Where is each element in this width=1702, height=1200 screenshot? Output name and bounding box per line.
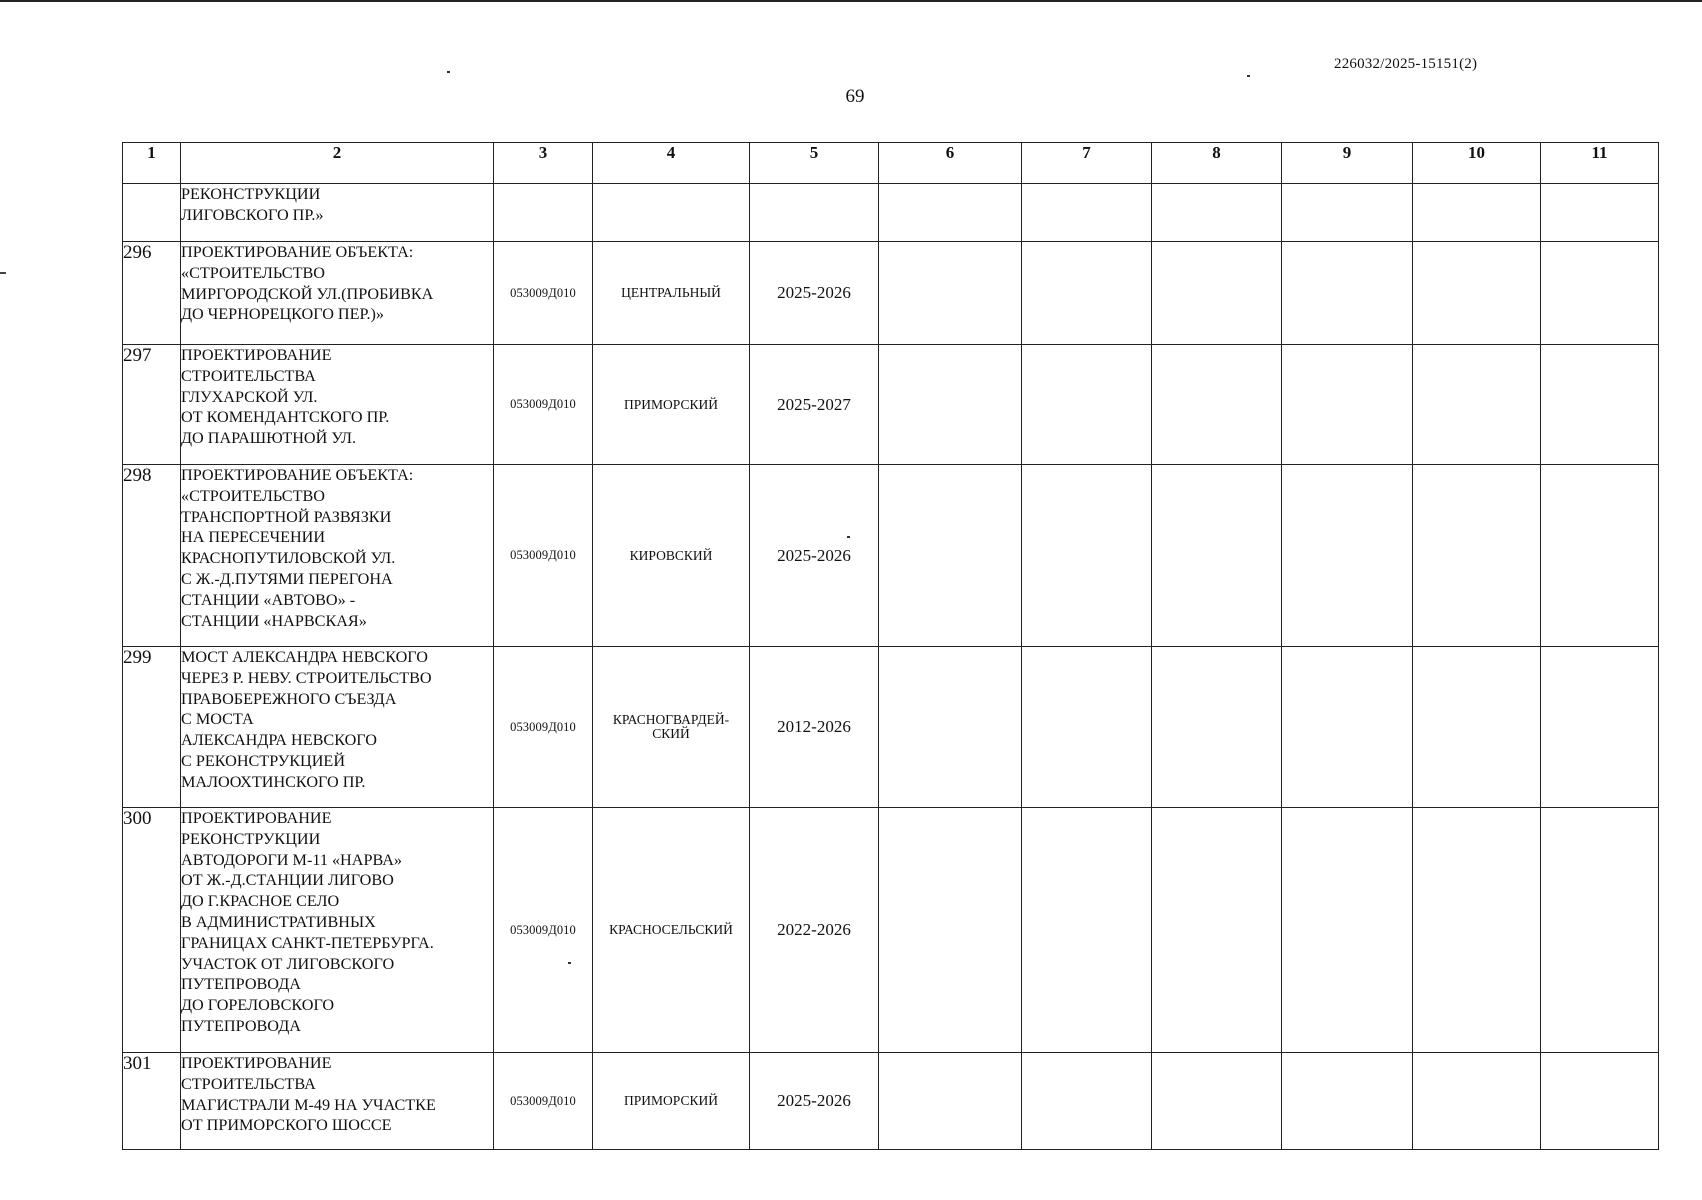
- cell-empty: [750, 184, 879, 242]
- cell-empty: [1022, 465, 1152, 647]
- page-top-edge: [0, 0, 1702, 2]
- cell-years: 2025-2026: [750, 465, 879, 647]
- cell-empty: [1022, 647, 1152, 808]
- cell-empty: [1152, 808, 1282, 1053]
- projects-table: [122, 142, 1659, 1150]
- cell-budget-code: 053009Д010: [494, 242, 593, 345]
- cell-budget-code: 053009Д010: [494, 647, 593, 808]
- cell-empty: [1152, 1053, 1282, 1150]
- cell-years: 2025-2026: [750, 1053, 879, 1150]
- column-header: 11: [1541, 143, 1659, 184]
- column-header: 3: [494, 143, 593, 184]
- cell-object-name: ПРОЕКТИРОВАНИЕ РЕКОНСТРУКЦИИ АВТОДОРОГИ М-11 «НАРВА» ОТ Ж.-Д.СТАНЦИИ ЛИГОВО ДО Г.КРАСНОЕ СЕЛО В АДМИНИСТРАТИВНЫХ ГРАНИЦАХ САНКТ-ПЕТЕРБУРГА. УЧАСТОК ОТ ЛИГОВСКОГО ПУТЕПРОВОДА ДО ГОРЕЛОВСКОГО ПУТЕПРОВОДА: [181, 808, 494, 1053]
- cell-district: ПРИМОРСКИЙ: [593, 345, 750, 465]
- cell-object-name: ПРОЕКТИРОВАНИЕ ОБЪЕКТА: «СТРОИТЕЛЬСТВО МИРГОРОДСКОЙ УЛ.(ПРОБИВКА ДО ЧЕРНОРЕЦКОГО ПЕР.)»: [181, 242, 494, 345]
- cell-empty: [593, 184, 750, 242]
- cell-object-name: РЕКОНСТРУКЦИИ ЛИГОВСКОГО ПР.»: [181, 184, 494, 242]
- column-header: 8: [1152, 143, 1282, 184]
- cell-empty: [1541, 647, 1659, 808]
- cell-empty: [1152, 184, 1282, 242]
- cell-empty: [879, 465, 1022, 647]
- column-header: 6: [879, 143, 1022, 184]
- cell-years: 2022-2026: [750, 808, 879, 1053]
- cell-object-name: МОСТ АЛЕКСАНДРА НЕВСКОГО ЧЕРЕЗ Р. НЕВУ. СТРОИТЕЛЬСТВО ПРАВОБЕРЕЖНОГО СЪЕЗДА С МОСТА АЛЕКСАНДРА НЕВСКОГО С РЕКОНСТРУКЦИЕЙ МАЛООХТИНСКОГО ПР.: [181, 647, 494, 808]
- table-row: [123, 242, 1659, 345]
- cell-empty: [879, 345, 1022, 465]
- column-number-row: [123, 143, 1659, 184]
- cell-empty: [879, 184, 1022, 242]
- cell-empty: [1282, 1053, 1413, 1150]
- cell-number: 296: [123, 242, 181, 345]
- cell-district: ЦЕНТРАЛЬНЫЙ: [593, 242, 750, 345]
- cell-number: 298: [123, 465, 181, 647]
- cell-empty: [1541, 345, 1659, 465]
- cell-empty: [1413, 184, 1541, 242]
- table-row: [123, 345, 1659, 465]
- cell-empty: [1413, 345, 1541, 465]
- cell-empty: [1413, 647, 1541, 808]
- cell-budget-code: 053009Д010: [494, 808, 593, 1053]
- cell-years: 2025-2027: [750, 345, 879, 465]
- cell-empty: [1022, 345, 1152, 465]
- cell-empty: [1282, 184, 1413, 242]
- cell-empty: [1413, 808, 1541, 1053]
- table-row-continuation: [123, 184, 1659, 242]
- table-row: [123, 647, 1659, 808]
- cell-object-name: ПРОЕКТИРОВАНИЕ СТРОИТЕЛЬСТВА ГЛУХАРСКОЙ УЛ. ОТ КОМЕНДАНТСКОГО ПР. ДО ПАРАШЮТНОЙ УЛ.: [181, 345, 494, 465]
- cell-district: КРАСНОСЕЛЬСКИЙ: [593, 808, 750, 1053]
- cell-empty: [1282, 647, 1413, 808]
- cell-object-name: ПРОЕКТИРОВАНИЕ СТРОИТЕЛЬСТВА МАГИСТРАЛИ М-49 НА УЧАСТКЕ ОТ ПРИМОРСКОГО ШОССЕ: [181, 1053, 494, 1150]
- scan-mark: [0, 272, 6, 274]
- scan-speck: [1247, 75, 1250, 77]
- document-registration-number: 226032/2025-15151(2): [1334, 56, 1478, 72]
- cell-empty: [1282, 242, 1413, 345]
- cell-district: КИРОВСКИЙ: [593, 465, 750, 647]
- cell-empty: [1282, 808, 1413, 1053]
- column-header: 10: [1413, 143, 1541, 184]
- cell-budget-code: 053009Д010: [494, 345, 593, 465]
- cell-years: 2012-2026: [750, 647, 879, 808]
- cell-district: ПРИМОРСКИЙ: [593, 1053, 750, 1150]
- cell-empty: [1022, 808, 1152, 1053]
- cell-empty: [1541, 1053, 1659, 1150]
- cell-empty: [1541, 242, 1659, 345]
- cell-empty: [879, 242, 1022, 345]
- cell-empty: [879, 808, 1022, 1053]
- scan-speck: [447, 71, 450, 73]
- cell-empty: [1022, 1053, 1152, 1150]
- cell-years: 2025-2026: [750, 242, 879, 345]
- table-row: [123, 808, 1659, 1053]
- cell-empty: [1282, 465, 1413, 647]
- page-number: 69: [845, 86, 865, 107]
- cell-number: [123, 184, 181, 242]
- cell-empty: [1152, 242, 1282, 345]
- cell-number: 300: [123, 808, 181, 1053]
- cell-empty: [1282, 345, 1413, 465]
- cell-object-name: ПРОЕКТИРОВАНИЕ ОБЪЕКТА: «СТРОИТЕЛЬСТВО ТРАНСПОРТНОЙ РАЗВЯЗКИ НА ПЕРЕСЕЧЕНИИ КРАСНОПУТИЛОВСКОЙ УЛ. С Ж.-Д.ПУТЯМИ ПЕРЕГОНА СТАНЦИИ «АВТОВО» - СТАНЦИИ «НАРВСКАЯ»: [181, 465, 494, 647]
- cell-empty: [1413, 242, 1541, 345]
- cell-empty: [1413, 1053, 1541, 1150]
- table-row: [123, 465, 1659, 647]
- cell-empty: [1022, 184, 1152, 242]
- cell-empty: [879, 647, 1022, 808]
- cell-budget-code: 053009Д010: [494, 465, 593, 647]
- cell-empty: [1152, 647, 1282, 808]
- cell-number: 297: [123, 345, 181, 465]
- cell-empty: [879, 1053, 1022, 1150]
- column-header: 1: [123, 143, 181, 184]
- cell-empty: [1022, 242, 1152, 345]
- cell-empty: [1152, 465, 1282, 647]
- column-header: 4: [593, 143, 750, 184]
- cell-number: 299: [123, 647, 181, 808]
- cell-empty: [1413, 465, 1541, 647]
- cell-empty: [1152, 345, 1282, 465]
- column-header: 9: [1282, 143, 1413, 184]
- cell-budget-code: 053009Д010: [494, 1053, 593, 1150]
- column-header: 5: [750, 143, 879, 184]
- cell-district: КРАСНОГВАРДЕЙ- СКИЙ: [593, 647, 750, 808]
- table-row: [123, 1053, 1659, 1150]
- column-header: 2: [181, 143, 494, 184]
- cell-empty: [494, 184, 593, 242]
- cell-empty: [1541, 465, 1659, 647]
- cell-empty: [1541, 808, 1659, 1053]
- column-header: 7: [1022, 143, 1152, 184]
- cell-number: 301: [123, 1053, 181, 1150]
- cell-empty: [1541, 184, 1659, 242]
